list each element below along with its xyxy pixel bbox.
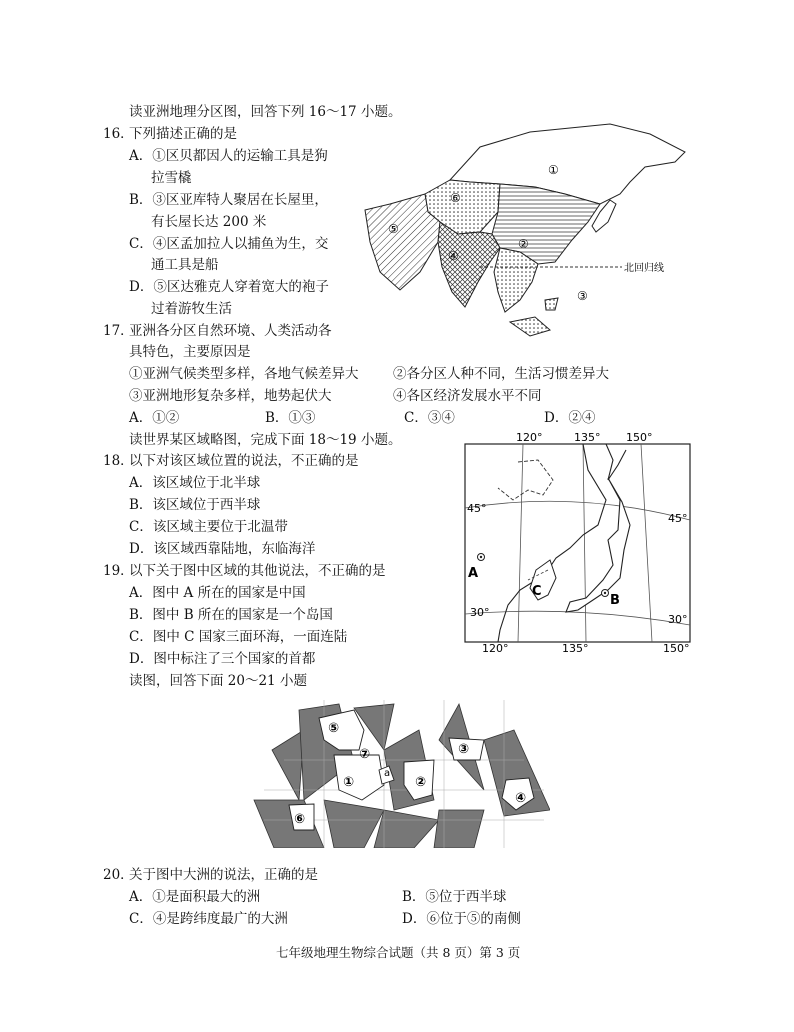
q16-option-d: D．⑤区达雅克人穿着宽大的袍子 bbox=[129, 279, 329, 295]
q20-option-d: D．⑥位于⑤的南侧 bbox=[402, 911, 521, 927]
q16-option-c: C．④区孟加拉人以捕鱼为生，交 bbox=[129, 236, 329, 252]
bottom-tick-150: 150° bbox=[663, 642, 690, 655]
q17-statement-2: ②各分区人种不同，生活习惯差异大 bbox=[393, 366, 609, 382]
right-lat-30: 30° bbox=[668, 613, 688, 626]
q19-option-b: B．图中 B 所在的国家是一个岛国 bbox=[129, 607, 333, 623]
intro-18-19: 读世界某区域略图，完成下面 18～19 小题。 bbox=[129, 432, 402, 448]
top-tick-135: 135° bbox=[574, 431, 601, 444]
right-lat-45: 45° bbox=[668, 512, 688, 525]
q16-option-a-cont: 拉雪橇 bbox=[151, 170, 192, 186]
intro-16-17: 读亚洲地理分区图，回答下列 16～17 小题。 bbox=[129, 104, 402, 120]
left-lat-45: 45° bbox=[467, 502, 487, 515]
q18-option-c: C．该区域主要位于北温带 bbox=[129, 519, 288, 535]
asia-label-2: ② bbox=[518, 237, 529, 251]
q16-option-c-cont: 通工具是船 bbox=[151, 257, 219, 273]
q16-option-b: B．③区亚库特人聚居在长屋里， bbox=[129, 192, 328, 208]
world-label-1: ① bbox=[343, 775, 355, 790]
q19-option-c: C．图中 C 国家三面环海，一面连陆 bbox=[129, 629, 348, 645]
q20-number: 20． bbox=[103, 867, 134, 883]
q20-option-c: C．④是跨纬度最广的大洲 bbox=[129, 911, 288, 927]
world-label-3: ③ bbox=[458, 742, 470, 757]
q18-stem: 以下对该区域位置的说法，不正确的是 bbox=[129, 453, 359, 469]
q17-stem: 亚洲各分区自然环境、人类活动各 bbox=[129, 323, 332, 339]
q18-option-a: A．该区域位于北半球 bbox=[129, 475, 261, 491]
q19-option-a: A．图中 A 所在的国家是中国 bbox=[129, 585, 306, 601]
page-footer: 七年级地理生物综合试题（共 8 页）第 3 页 bbox=[276, 945, 521, 960]
q17-option-d: D．②④ bbox=[544, 410, 596, 426]
world-label-7: ⑦ bbox=[359, 747, 371, 762]
top-tick-120: 120° bbox=[516, 431, 543, 444]
q17-statement-4: ④各区经济发展水平不同 bbox=[393, 388, 542, 404]
asia-label-6: ⑥ bbox=[450, 191, 461, 205]
q20-option-b: B．⑤位于西半球 bbox=[402, 889, 507, 905]
dymaxion-world-map bbox=[244, 700, 550, 848]
world-label-2: ② bbox=[415, 775, 427, 790]
bottom-tick-120: 120° bbox=[482, 642, 509, 655]
q17-option-a: A．①② bbox=[129, 410, 180, 426]
q19-option-d: D．图中标注了三个国家的首都 bbox=[129, 651, 316, 667]
q19-number: 19． bbox=[103, 563, 134, 579]
east-asia-region-map bbox=[458, 430, 696, 655]
q16-option-b-cont: 有长屋长达 200 米 bbox=[151, 214, 267, 230]
q16-stem: 下列描述正确的是 bbox=[129, 126, 237, 142]
world-label-4: ④ bbox=[515, 791, 527, 806]
q17-option-b: B．①③ bbox=[265, 410, 316, 426]
q19-stem: 以下关于图中区域的其他说法，不正确的是 bbox=[129, 563, 386, 579]
tropic-label: 北回归线 bbox=[624, 263, 664, 274]
region-4-south-asia bbox=[438, 222, 500, 307]
left-lat-30: 30° bbox=[470, 606, 490, 619]
asia-region-map bbox=[360, 122, 690, 352]
label-c: C bbox=[532, 584, 542, 599]
bottom-tick-135: 135° bbox=[562, 642, 589, 655]
world-label-6: ⑥ bbox=[294, 812, 306, 827]
q20-option-a: A．①是面积最大的洲 bbox=[129, 889, 261, 905]
q17-stem-cont: 具特色，主要原因是 bbox=[129, 344, 251, 360]
q16-number: 16． bbox=[103, 126, 134, 142]
q17-number: 17． bbox=[103, 323, 134, 339]
world-label-5: ⑤ bbox=[328, 721, 340, 736]
asia-label-1: ① bbox=[548, 163, 559, 177]
q17-statement-3: ③亚洲地形复杂多样，地势起伏大 bbox=[129, 388, 332, 404]
label-b: B bbox=[610, 593, 620, 608]
q18-option-b: B．该区域位于西半球 bbox=[129, 497, 261, 513]
q17-option-c: C．③④ bbox=[404, 410, 455, 426]
intro-20-21: 读图，回答下面 20～21 小题 bbox=[129, 673, 307, 689]
q20-stem: 关于图中大洲的说法，正确的是 bbox=[129, 867, 318, 883]
asia-label-5: ⑤ bbox=[388, 222, 399, 236]
label-a: A bbox=[468, 566, 479, 581]
world-label-a: a bbox=[384, 768, 391, 779]
asia-label-3: ③ bbox=[577, 289, 588, 303]
asia-label-4: ④ bbox=[448, 249, 459, 263]
q18-number: 18． bbox=[103, 453, 134, 469]
q16-option-a: A．①区贝都因人的运输工具是狗 bbox=[129, 148, 328, 164]
q18-option-d: D．该区域西靠陆地，东临海洋 bbox=[129, 541, 316, 557]
q17-statement-1: ①亚洲气候类型多样，各地气候差异大 bbox=[129, 366, 359, 382]
top-tick-150: 150° bbox=[626, 431, 653, 444]
q16-option-d-cont: 过着游牧生活 bbox=[151, 301, 232, 317]
